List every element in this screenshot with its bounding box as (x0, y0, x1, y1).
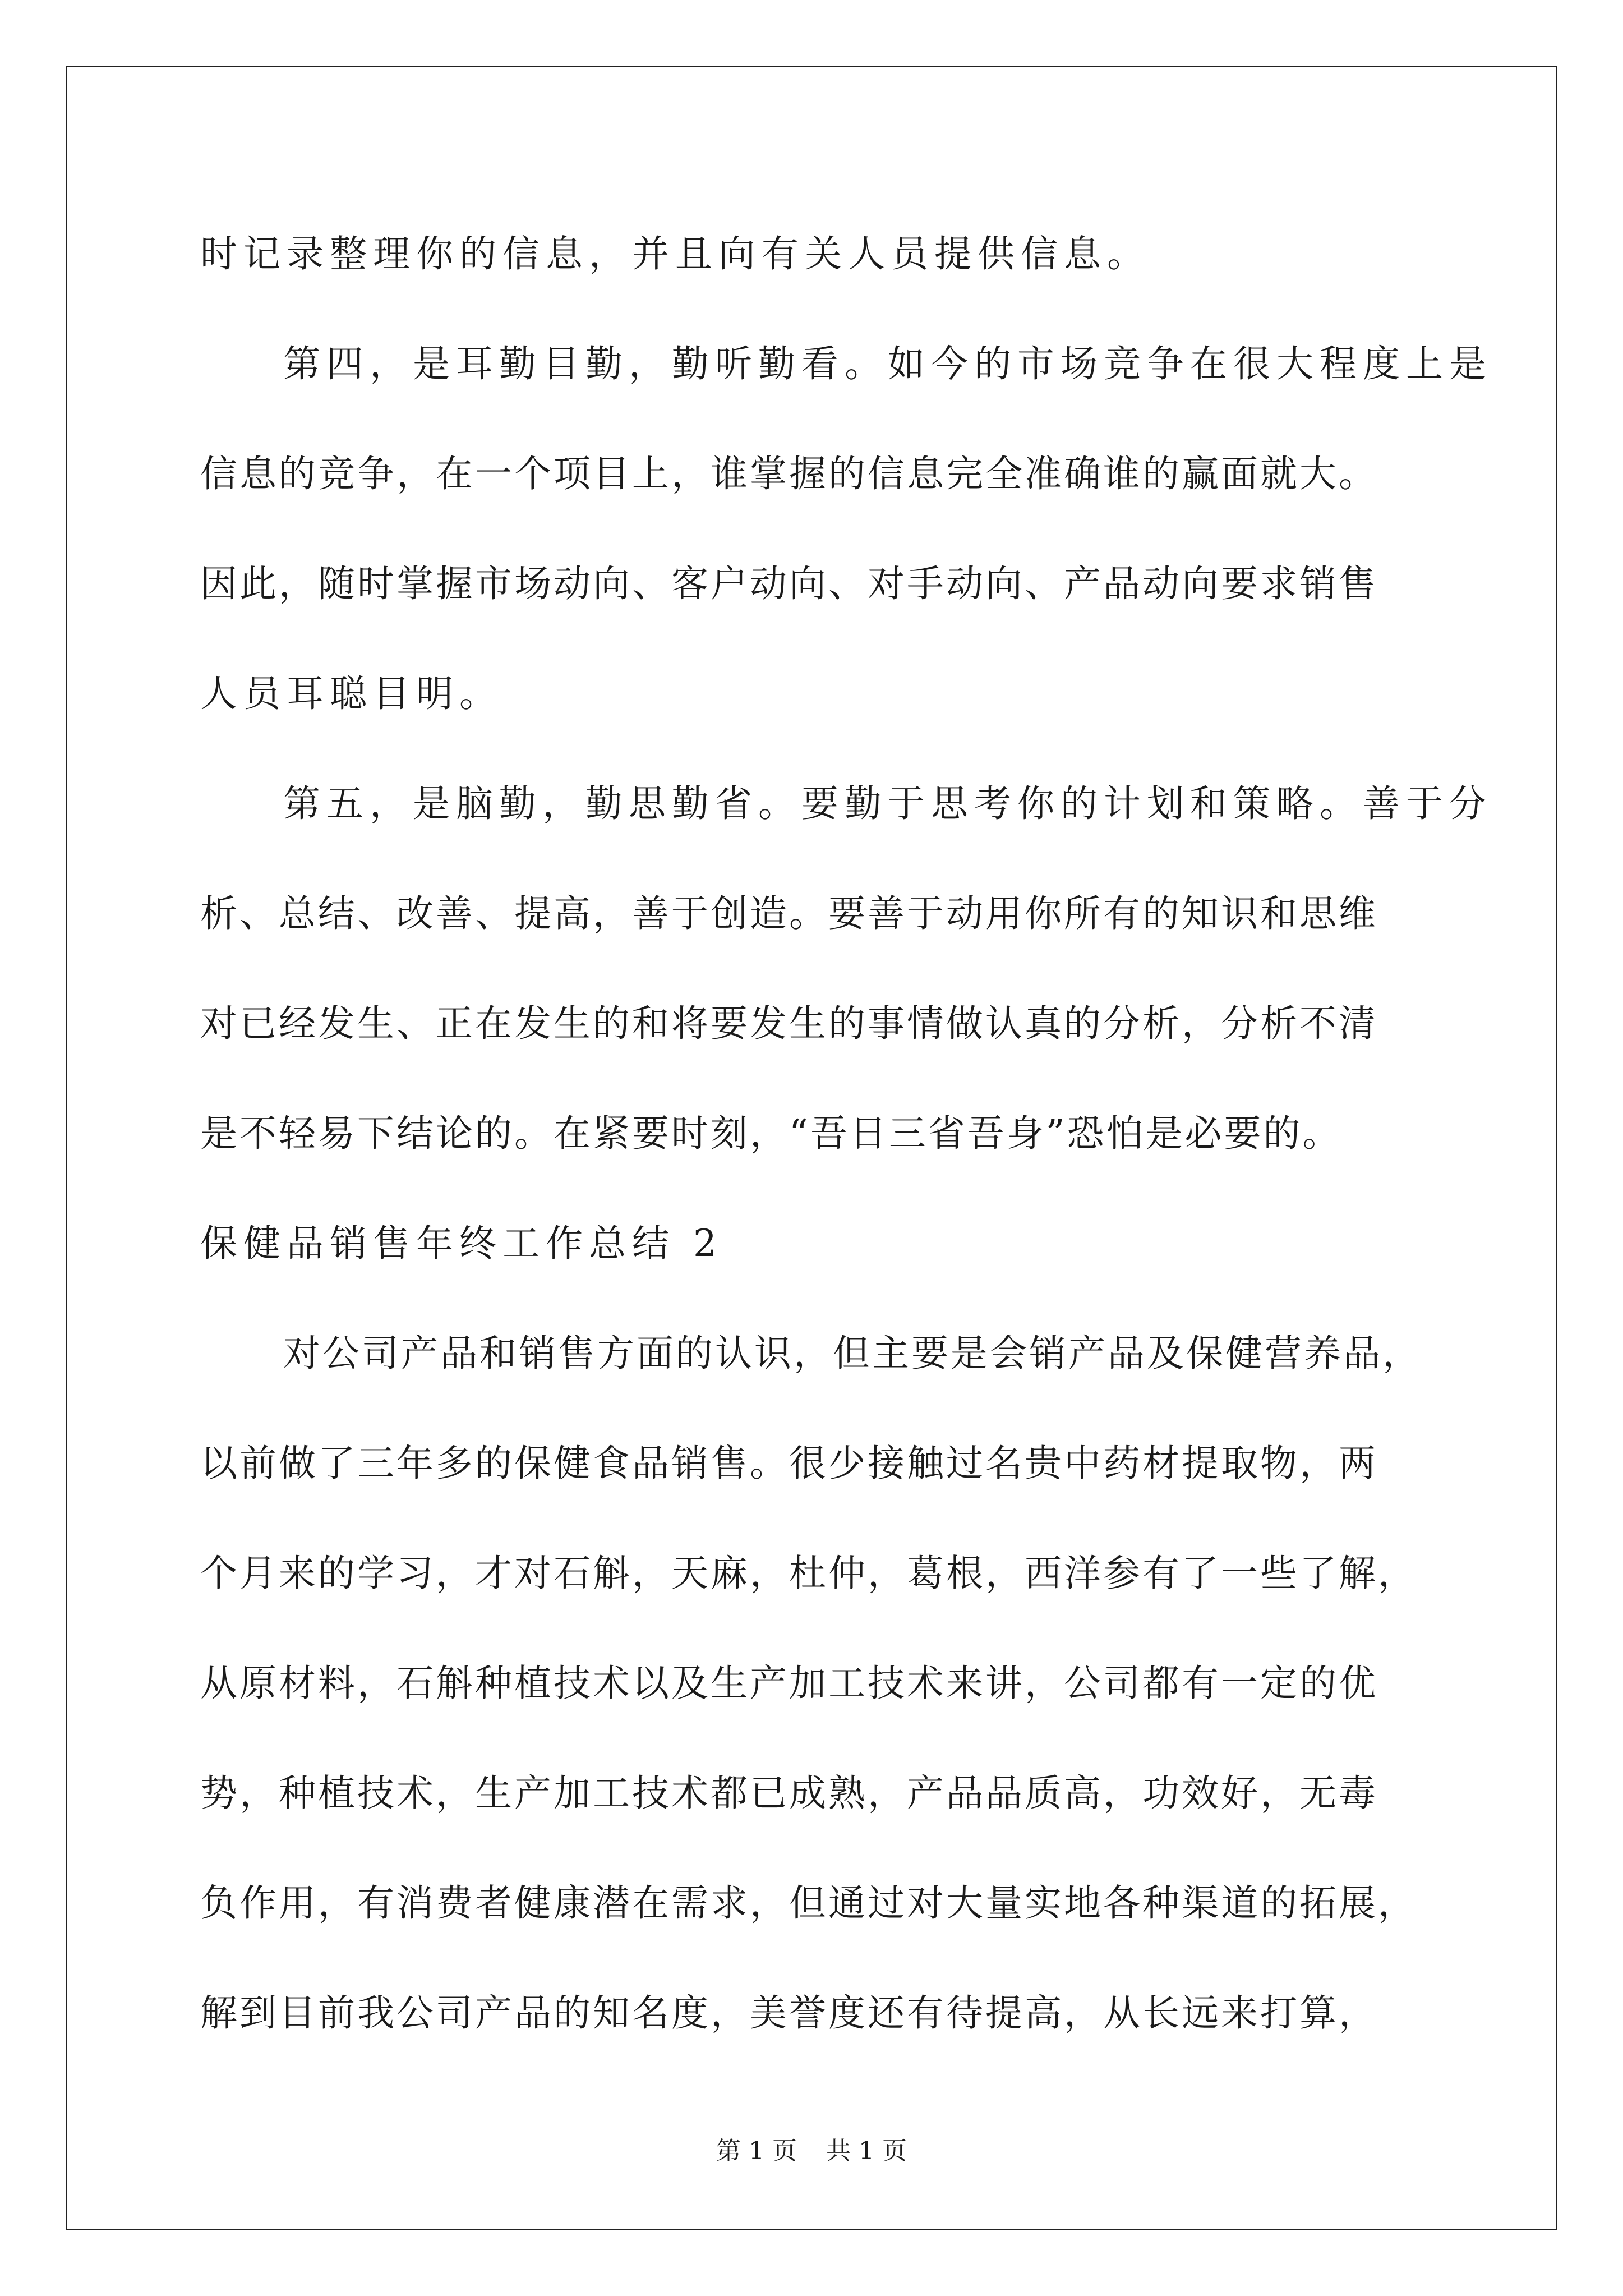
text-line: 解到目前我公司产品的知名度，美誉度还有待提高，从长远来打算， (200, 1991, 1378, 2035)
document-body (200, 199, 1492, 2068)
paragraph-start-line: 第五，是脑勤，勤思勤省。要勤于思考你的计划和策略。善于分 (283, 782, 1492, 825)
text-line: 时记录整理你的信息，并且向有关人员提供信息。 (200, 232, 1150, 275)
text-line: 是不轻易下结论的。在紧要时刻，“吾日三省吾身”恐怕是必要的。 (200, 1112, 1342, 1155)
page-footer (0, 2134, 1623, 2168)
text-line: 对已经发生、正在发生的和将要发生的事情做认真的分析，分析不清 (200, 1002, 1378, 1045)
text-line: 人员耳聪目明。 (200, 672, 502, 715)
text-line: 因此，随时掌握市场动向、客户动向、对手动向、产品动向要求销售 (200, 562, 1378, 605)
text-line: 从原材料，石斛种植技术以及生产加工技术来讲，公司都有一定的优 (200, 1662, 1378, 1705)
text-line: 个月来的学习，才对石斛，天麻，杜仲，葛根，西洋参有了一些了解， (200, 1552, 1417, 1595)
text-line: 信息的竞争，在一个项目上，谁掌握的信息完全准确谁的赢面就大。 (200, 452, 1378, 495)
page-number: 第 1 页 (716, 2137, 797, 2165)
paragraph-start-line: 对公司产品和销售方面的认识，但主要是会销产品及保健营养品， (283, 1332, 1422, 1375)
text-line: 析、总结、改善、提高，善于创造。要善于动用你所有的知识和思维 (200, 892, 1378, 935)
text-line: 势，种植技术，生产加工技术都已成熟，产品品质高，功效好，无毒 (200, 1772, 1378, 1815)
paragraph-start-line: 第四，是耳勤目勤，勤听勤看。如今的市场竞争在很大程度上是 (283, 342, 1492, 385)
section-heading: 保健品销售年终工作总结 2 (200, 1222, 723, 1265)
text-line: 以前做了三年多的保健食品销售。很少接触过名贵中药材提取物，两 (200, 1442, 1378, 1485)
text-line: 负作用，有消费者健康潜在需求，但通过对大量实地各种渠道的拓展， (200, 1881, 1417, 1925)
page-total: 共 1 页 (826, 2137, 907, 2165)
